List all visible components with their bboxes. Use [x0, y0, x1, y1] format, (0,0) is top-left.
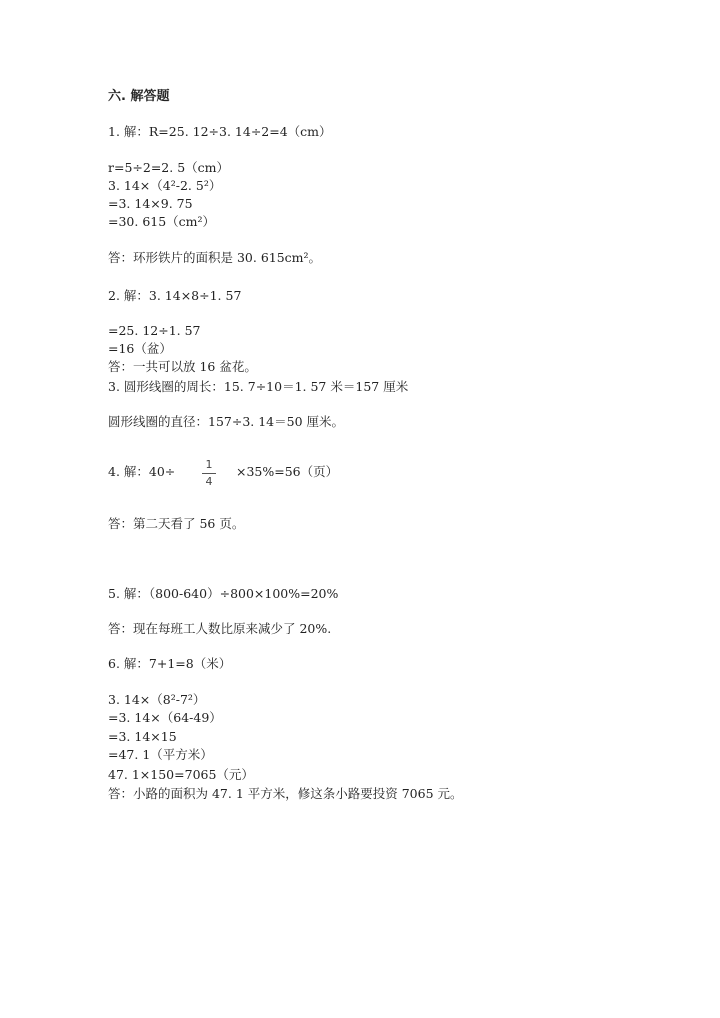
q3-line-1: 3. 圆形线圈的周长：15. 7÷10＝1. 57 米＝157 厘米 [108, 379, 409, 394]
q6-line-4: =3. 14×15 [108, 729, 177, 744]
q3-line-2: 圆形线圈的直径：157÷3. 14＝50 厘米。 [108, 414, 345, 429]
fraction-bar [202, 473, 216, 474]
q4-prefix: 4. 解：40÷ [108, 464, 176, 479]
fraction-numerator: 1 [205, 458, 213, 471]
q1-line-1: 1. 解：R=25. 12÷3. 14÷2=4（cm） [108, 124, 332, 139]
q6-line-1: 6. 解：7+1=8（米） [108, 656, 232, 671]
q6-line-5: =47. 1（平方米） [108, 747, 213, 762]
q4-suffix: ×35%=56（页） [236, 464, 339, 479]
q2-line-3: =16（盆） [108, 341, 172, 356]
q5-line-1: 5. 解：（800-640）÷800×100%=20% [108, 586, 339, 601]
q6-answer: 答：小路的面积为 47. 1 平方米，修这条小路要投资 7065 元。 [108, 786, 463, 801]
q2-line-1: 2. 解：3. 14×8÷1. 57 [108, 288, 242, 303]
q1-answer: 答：环形铁片的面积是 30. 615cm²。 [108, 250, 322, 265]
q1-line-3: 3. 14×（4²-2. 5²） [108, 178, 222, 193]
q6-line-3: =3. 14×（64-49） [108, 710, 222, 725]
q1-line-2: r=5÷2=2. 5（cm） [108, 160, 230, 175]
fraction-denominator: 4 [205, 475, 213, 488]
q1-line-5: =30. 615（cm²） [108, 214, 216, 229]
q4-fraction [202, 459, 216, 488]
q4-answer: 答：第二天看了 56 页。 [108, 516, 245, 531]
q1-line-4: =3. 14×9. 75 [108, 196, 193, 211]
q2-answer: 答：一共可以放 16 盆花。 [108, 359, 257, 374]
q5-answer: 答：现在每班工人数比原来减少了 20%. [108, 621, 332, 636]
q2-line-2: =25. 12÷1. 57 [108, 323, 201, 338]
q6-line-2: 3. 14×（8²-7²） [108, 692, 206, 707]
section-title: 六. 解答题 [108, 89, 170, 104]
q6-line-6: 47. 1×150=7065（元） [108, 767, 254, 782]
